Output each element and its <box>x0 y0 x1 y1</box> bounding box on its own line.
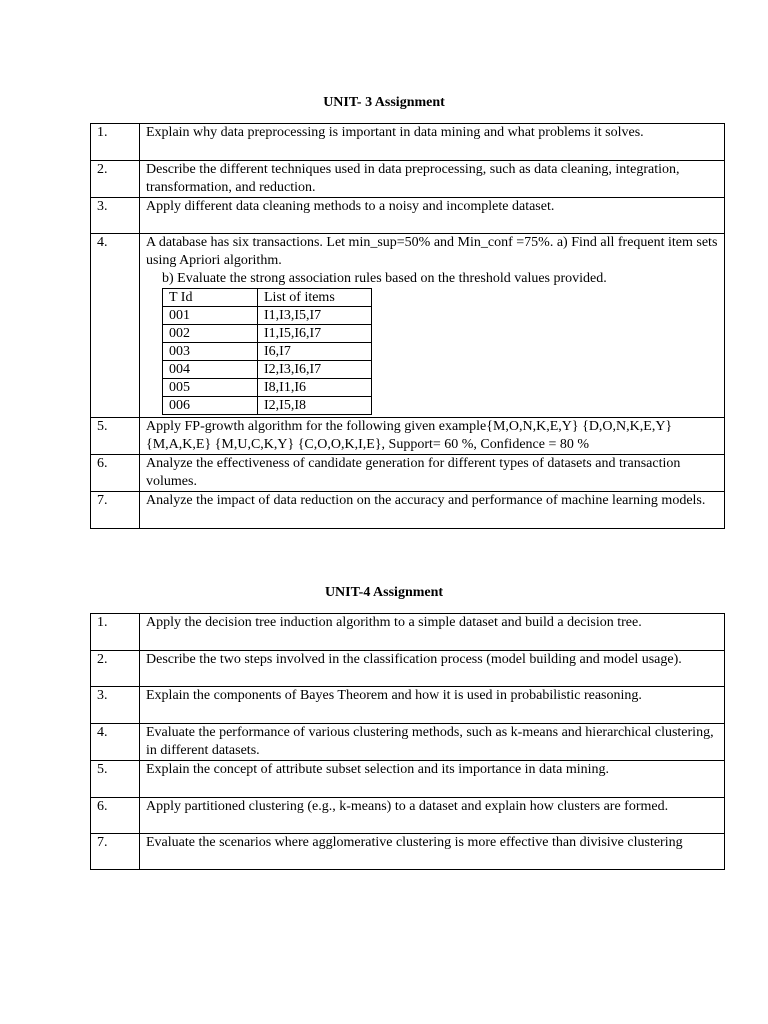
question-row <box>91 614 725 651</box>
question-cell <box>140 234 725 418</box>
question-number: 1. <box>91 614 140 651</box>
question-text: Describe the two steps involved in the classification process (model building and model usage). <box>140 651 725 687</box>
question-number: 4. <box>91 724 140 761</box>
question-row <box>91 492 725 529</box>
transaction-id: 002 <box>163 325 258 343</box>
question-text: Analyze the effectiveness of candidate generation for different types of datasets and transaction volumes. <box>140 455 725 492</box>
transaction-id: 006 <box>163 397 258 415</box>
transaction-id: 003 <box>163 343 258 361</box>
question-number: 4. <box>91 234 140 418</box>
question-text: Evaluate the scenarios where agglomerative clustering is more effective than divisive clustering <box>140 834 725 870</box>
question-text: Explain the components of Bayes Theorem and how it is used in probabilistic reasoning. <box>140 687 725 724</box>
question-number: 3. <box>91 687 140 724</box>
column-header: T Id <box>163 289 258 307</box>
question-text: Apply partitioned clustering (e.g., k-means) to a dataset and explain how clusters are formed. <box>140 798 725 834</box>
question-text: Explain why data preprocessing is important in data mining and what problems it solves. <box>140 124 725 161</box>
question-text: Explain the concept of attribute subset selection and its importance in data mining. <box>140 761 725 798</box>
question-number: 1. <box>91 124 140 161</box>
transaction-id: 005 <box>163 379 258 397</box>
transaction-row <box>163 343 372 361</box>
question-text: Evaluate the performance of various clustering methods, such as k-means and hierarchical clustering, in different datasets. <box>140 724 725 761</box>
transaction-row <box>163 397 372 415</box>
question-number: 5. <box>91 761 140 798</box>
question-text: Apply FP-growth algorithm for the following given example{M,O,N,K,E,Y} {D,O,N,K,E,Y} {M,A,K,E} {M,U,C,K,Y} {C,O,O,K,I,E}, Support= 60 %, Confidence = 80 % <box>140 418 725 455</box>
question-row <box>91 198 725 234</box>
transaction-items: I2,I5,I8 <box>258 397 372 415</box>
question-row <box>91 234 725 418</box>
question-row <box>91 651 725 687</box>
unit4-title: UNIT-4 Assignment <box>324 585 444 600</box>
question-row <box>91 124 725 161</box>
transaction-row <box>163 379 372 397</box>
unit3-title: UNIT- 3 Assignment <box>323 95 445 110</box>
transaction-row <box>163 307 372 325</box>
question-subtext: b) Evaluate the strong association rules based on the threshold values provided. <box>162 271 607 286</box>
question-number: 6. <box>91 798 140 834</box>
question-number: 7. <box>91 492 140 529</box>
question-row <box>91 834 725 870</box>
question-text: Describe the different techniques used in data preprocessing, such as data cleaning, integration, transformation, and reduction. <box>140 161 725 198</box>
transaction-items: I1,I3,I5,I7 <box>258 307 372 325</box>
transactions-header-row <box>163 289 372 307</box>
question-number: 7. <box>91 834 140 870</box>
transaction-row <box>163 361 372 379</box>
question-text: Apply the decision tree induction algorithm to a simple dataset and build a decision tree. <box>140 614 725 651</box>
question-row <box>91 455 725 492</box>
question-number: 2. <box>91 161 140 198</box>
transaction-id: 001 <box>163 307 258 325</box>
question-text: Apply different data cleaning methods to a noisy and incomplete dataset. <box>140 198 725 234</box>
column-header: List of items <box>258 289 372 307</box>
question-row <box>91 161 725 198</box>
question-number: 2. <box>91 651 140 687</box>
question-text: Analyze the impact of data reduction on the accuracy and performance of machine learning models. <box>140 492 725 529</box>
transaction-items: I1,I5,I6,I7 <box>258 325 372 343</box>
question-row <box>91 687 725 724</box>
question-row <box>91 724 725 761</box>
transactions-table <box>162 288 372 415</box>
transaction-items: I6,I7 <box>258 343 372 361</box>
transaction-items: I2,I3,I6,I7 <box>258 361 372 379</box>
transaction-items: I8,I1,I6 <box>258 379 372 397</box>
question-row <box>91 418 725 455</box>
unit4-question-table <box>90 613 725 870</box>
question-row <box>91 761 725 798</box>
transaction-row <box>163 325 372 343</box>
transaction-id: 004 <box>163 361 258 379</box>
question-row <box>91 798 725 834</box>
question-number: 6. <box>91 455 140 492</box>
unit3-question-table <box>90 123 725 529</box>
question-number: 3. <box>91 198 140 234</box>
question-number: 5. <box>91 418 140 455</box>
question-text: A database has six transactions. Let min_sup=50% and Min_conf =75%. a) Find all frequent item sets using Apriori algorithm. <box>146 235 718 268</box>
